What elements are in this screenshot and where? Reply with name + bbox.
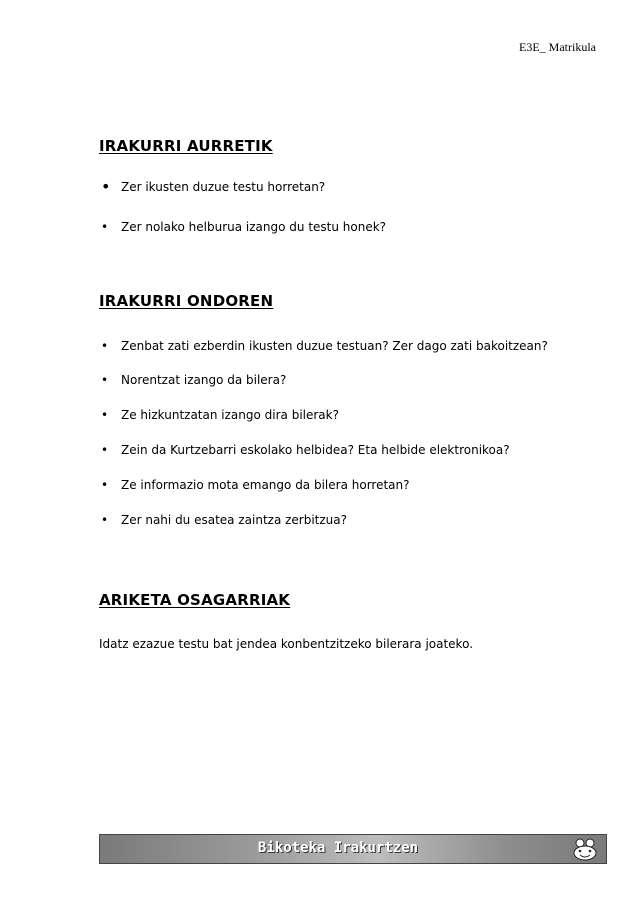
exercise-instruction: Idatz ezazue testu bat jendea konbentzitzeko bilerara joateko. <box>99 637 474 651</box>
list-item <box>99 513 548 527</box>
footer-banner-text: Bikoteka Irakurtzen <box>257 840 419 856</box>
list-item-text: Norentzat izango da bilera? <box>121 373 287 387</box>
bullet-icon: • <box>101 478 109 492</box>
list-item-text: Zer nahi du esatea zaintza zerbitzua? <box>121 513 348 527</box>
bullet-icon: • <box>101 443 109 457</box>
list-item <box>99 373 548 408</box>
bullet-icon: • <box>101 220 109 234</box>
readers-mascot-icon <box>572 837 598 861</box>
list-item-text: Zenbat zati ezberdin ikusten duzue testuan? Zer dago zati bakoitzean? <box>121 339 548 353</box>
list-item-text: Zer ikusten duzue testu horretan? <box>121 180 326 194</box>
bullet-icon: • <box>101 177 111 196</box>
section-title-before-reading: IRAKURRI AURRETIK <box>99 137 273 155</box>
document-code: E3E_ Matrikula <box>519 40 596 54</box>
list-item <box>99 478 548 513</box>
list-item-text: Ze informazio mota emango da bilera horretan? <box>121 478 410 492</box>
section-title-extra-exercises: ARIKETA OSAGARRIAK <box>99 591 291 609</box>
bullet-icon: • <box>101 408 109 422</box>
list-item <box>99 177 386 220</box>
footer-banner <box>99 834 607 864</box>
before-reading-list <box>99 177 387 234</box>
bullet-icon: • <box>101 373 109 387</box>
bullet-icon: • <box>101 513 109 527</box>
bullet-icon: • <box>101 339 109 353</box>
list-item <box>99 443 548 478</box>
list-item <box>99 220 386 234</box>
list-item-text: Zein da Kurtzebarri eskolako helbidea? Eta helbide elektronikoa? <box>121 443 510 457</box>
list-item-text: Zer nolako helburua izango du testu honek? <box>121 220 387 234</box>
after-reading-list <box>99 339 548 527</box>
list-item <box>99 408 548 443</box>
section-title-after-reading: IRAKURRI ONDOREN <box>99 292 274 310</box>
list-item-text: Ze hizkuntzatan izango dira bilerak? <box>121 408 339 422</box>
list-item <box>99 339 548 373</box>
